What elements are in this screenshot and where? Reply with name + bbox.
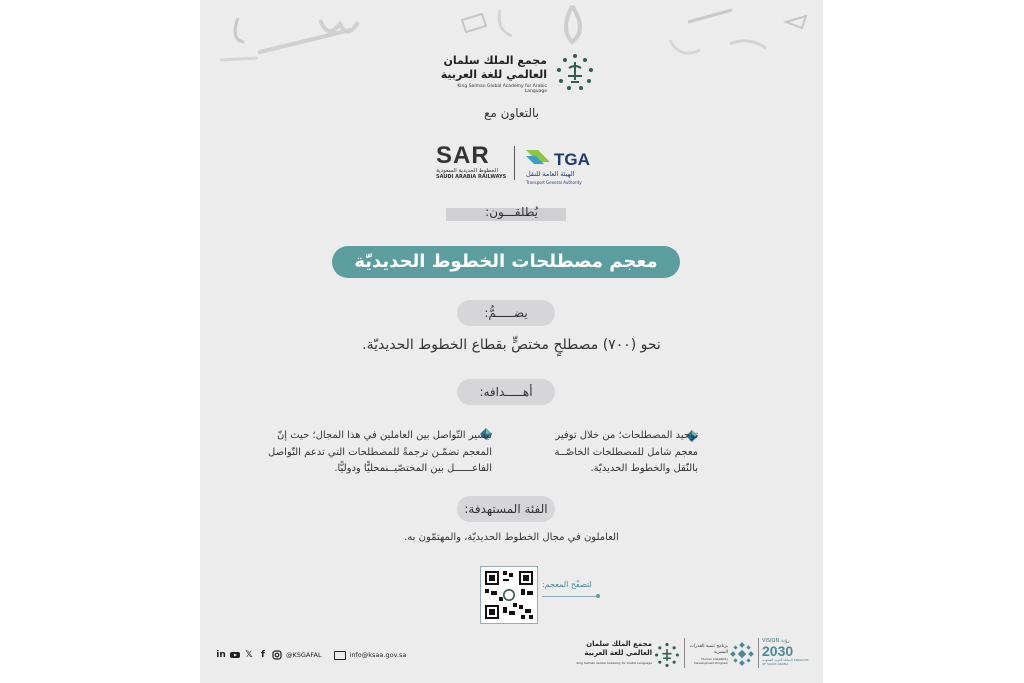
goals-label: أهـــــدافه: xyxy=(457,379,555,405)
instagram-icon[interactable] xyxy=(272,650,282,660)
collaboration-text: بالتعاون مع xyxy=(484,106,539,120)
x-icon[interactable]: 𝕏 xyxy=(245,650,253,660)
vision-label: VISION رؤية xyxy=(762,638,790,644)
launch-label: يُطلقـــون: xyxy=(485,205,538,219)
browse-line xyxy=(542,596,598,597)
poster xyxy=(200,0,823,683)
browse-dot xyxy=(596,594,600,598)
ksaa-emblem-icon xyxy=(654,642,680,668)
qr-code-icon xyxy=(481,567,537,623)
vision-2030-logo xyxy=(762,638,812,670)
target-text: العاملون في مجال الخطوط الحديديّة، والمهتمّون به. xyxy=(404,532,619,543)
qr-code[interactable] xyxy=(480,566,538,624)
goal-item: تيسير التّواصل بين العاملين في هذا المجال؛ حيث إنّ المعجم تضمّـن ترجمةً للمصطلحات التي تدعم التّواصل الفاعــــــل بين المختصّيــنمحليًّا ودوليًّا. xyxy=(268,430,492,474)
footer-ksaa-line2: العالمي للغة العربية xyxy=(584,649,652,657)
email-icon xyxy=(334,651,346,660)
tga-logo-name: TGA xyxy=(554,150,590,169)
ksaa-logo-line1: مجمع الملك سلمان xyxy=(443,54,547,67)
partner-logos xyxy=(436,140,596,186)
footer-contacts xyxy=(216,648,414,662)
vision-sub: المملكة العربية السعودية KINGDOM OF SAUDI ARABIA xyxy=(762,658,809,666)
goal-item: توحيد المصطلحات؛ من خلال توفير معجم شامل للمصطلحات الخاصّــة بالنّقل والخطوط الحديديّة. xyxy=(554,430,698,474)
hcdp-arabic: برنامج تنمية القدرات البشرية xyxy=(689,644,728,655)
ksaa-logo-line3: King Salman Global Academy for Arabic Language xyxy=(457,84,547,94)
footer-logos xyxy=(576,636,814,672)
launch-label-bar xyxy=(446,205,566,221)
social-handle[interactable]: @KSGAFAL xyxy=(286,651,322,659)
sar-logo-english: SAUDI ARABIA RAILWAYS xyxy=(436,174,507,180)
logo-divider xyxy=(514,146,515,180)
hcdp-emblem-icon xyxy=(730,642,754,666)
hcdp-logo xyxy=(688,640,754,670)
footer-divider xyxy=(684,638,685,668)
browse-dictionary-label: لتصفّح المعجم: xyxy=(542,580,592,589)
target-label: الفئة المستهدفة: xyxy=(457,496,555,522)
linkedin-icon[interactable]: in xyxy=(216,650,226,660)
footer-ksaa-line3: King Salman Global Academy for Arabic Language xyxy=(576,661,652,665)
facebook-icon[interactable]: f xyxy=(261,650,265,660)
footer-divider xyxy=(758,638,759,668)
ksaa-logo xyxy=(435,50,595,100)
includes-text: نحو (٧٠٠) مصطلحٍ مختصٍّ بقطاع الخطوط الحديديّة. xyxy=(362,337,661,353)
ksaa-logo-line2: العالمي للغة العربية xyxy=(440,68,547,81)
footer-ksaa-line1: مجمع الملك سلمان xyxy=(586,640,652,648)
ksaa-emblem-icon xyxy=(555,52,595,92)
youtube-icon[interactable] xyxy=(230,650,240,660)
email-address[interactable]: info@ksaa.gov.sa xyxy=(349,651,407,659)
sar-logo-arabic: الخطوط الحديدية السعودية xyxy=(436,168,498,174)
tga-logo-arabic: الهيئة العامة للنقل xyxy=(526,170,575,178)
footer-ksaa-logo xyxy=(576,640,680,670)
includes-label: يضـــــمُّ: xyxy=(457,300,555,326)
hcdp-english: Human Capability Development Program xyxy=(694,657,728,665)
vision-year: 2030 xyxy=(762,643,794,659)
dictionary-title: معجم مصطلحات الخطوط الحديديّة xyxy=(332,246,680,278)
tga-emblem-icon xyxy=(524,146,552,168)
sar-logo xyxy=(436,144,506,180)
sar-logo-name: SAR xyxy=(436,142,490,169)
tga-logo-english: Transport General Authority xyxy=(526,180,582,185)
